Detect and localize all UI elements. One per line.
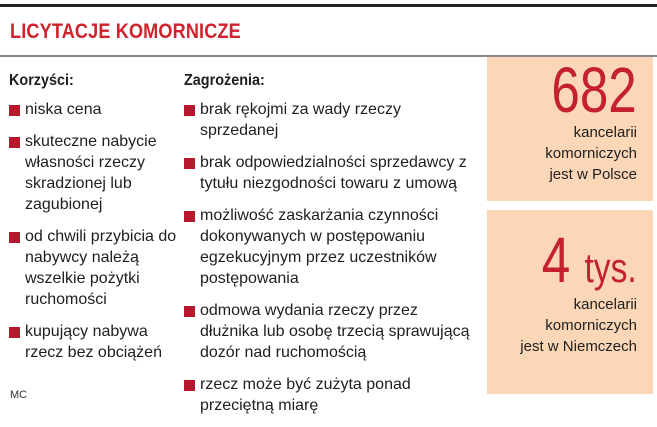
list-item (184, 99, 480, 141)
benefits-heading: Korzyści: (9, 72, 74, 89)
list-item-text: możliwość zaskarżania czynności dokonywanych w postępowaniu egzekucyjnym przez uczestników postępowania (200, 207, 439, 287)
benefits-list (9, 99, 181, 363)
stat-line: kancelarii (573, 296, 637, 313)
square-bullet-icon (9, 105, 20, 116)
top-rule (0, 4, 657, 7)
list-item (9, 226, 181, 310)
source-credit: MC (10, 389, 28, 401)
benefits-column (9, 70, 181, 374)
list-item (184, 152, 480, 194)
square-bullet-icon (184, 105, 195, 116)
threats-heading: Zagrożenia: (184, 72, 265, 89)
square-bullet-icon (9, 327, 20, 338)
list-item-text: brak rękojmi za wady rzeczy sprzedanej (200, 101, 401, 139)
square-bullet-icon (184, 306, 195, 317)
list-item (184, 205, 480, 289)
stat-number (552, 55, 637, 125)
stat-description (520, 294, 637, 357)
stat-description (545, 122, 637, 185)
list-item-text: kupujący nabywa rzecz bez obciążeń (25, 323, 162, 361)
stat-line: komorniczych (545, 145, 637, 162)
threats-column (184, 70, 480, 427)
stat-box-germany (487, 210, 653, 394)
stat-number-unit: tys. (584, 244, 637, 291)
stat-number-value: 4 (542, 224, 571, 296)
square-bullet-icon (184, 211, 195, 222)
list-item (9, 321, 181, 363)
stat-line: jest w Polsce (549, 166, 637, 183)
list-item-text: brak odpowiedzialności sprzedawcy z tytułu niezgodności towaru z umową (200, 154, 467, 192)
stat-line: komorniczych (545, 317, 637, 334)
stat-box-poland (487, 54, 653, 201)
list-item-text: niska cena (25, 101, 102, 118)
square-bullet-icon (9, 137, 20, 148)
square-bullet-icon (184, 380, 195, 391)
list-item-text: skuteczne nabycie własności rzeczy skradzionej lub zagubionej (25, 133, 157, 213)
list-item-text: odmowa wydania rzeczy przez dłużnika lub osobę trzecią sprawującą dozór nad ruchomością (200, 302, 470, 361)
list-item (9, 99, 181, 120)
list-item-text: od chwili przybicia do nabywcy należą wszelkie pożytki ruchomości (25, 228, 177, 308)
threats-list (184, 99, 480, 416)
stat-number-value: 682 (551, 54, 637, 126)
stat-line: kancelarii (573, 124, 637, 141)
list-item-text: rzecz może być zużyta ponad przeciętną miarę (200, 376, 411, 414)
list-item (9, 131, 181, 215)
square-bullet-icon (184, 158, 195, 169)
stat-line: jest w Niemczech (520, 338, 637, 355)
stat-number (542, 224, 637, 300)
square-bullet-icon (9, 232, 20, 243)
list-item (184, 300, 480, 363)
page-title: LICYTACJE KOMORNICZE (10, 20, 241, 43)
